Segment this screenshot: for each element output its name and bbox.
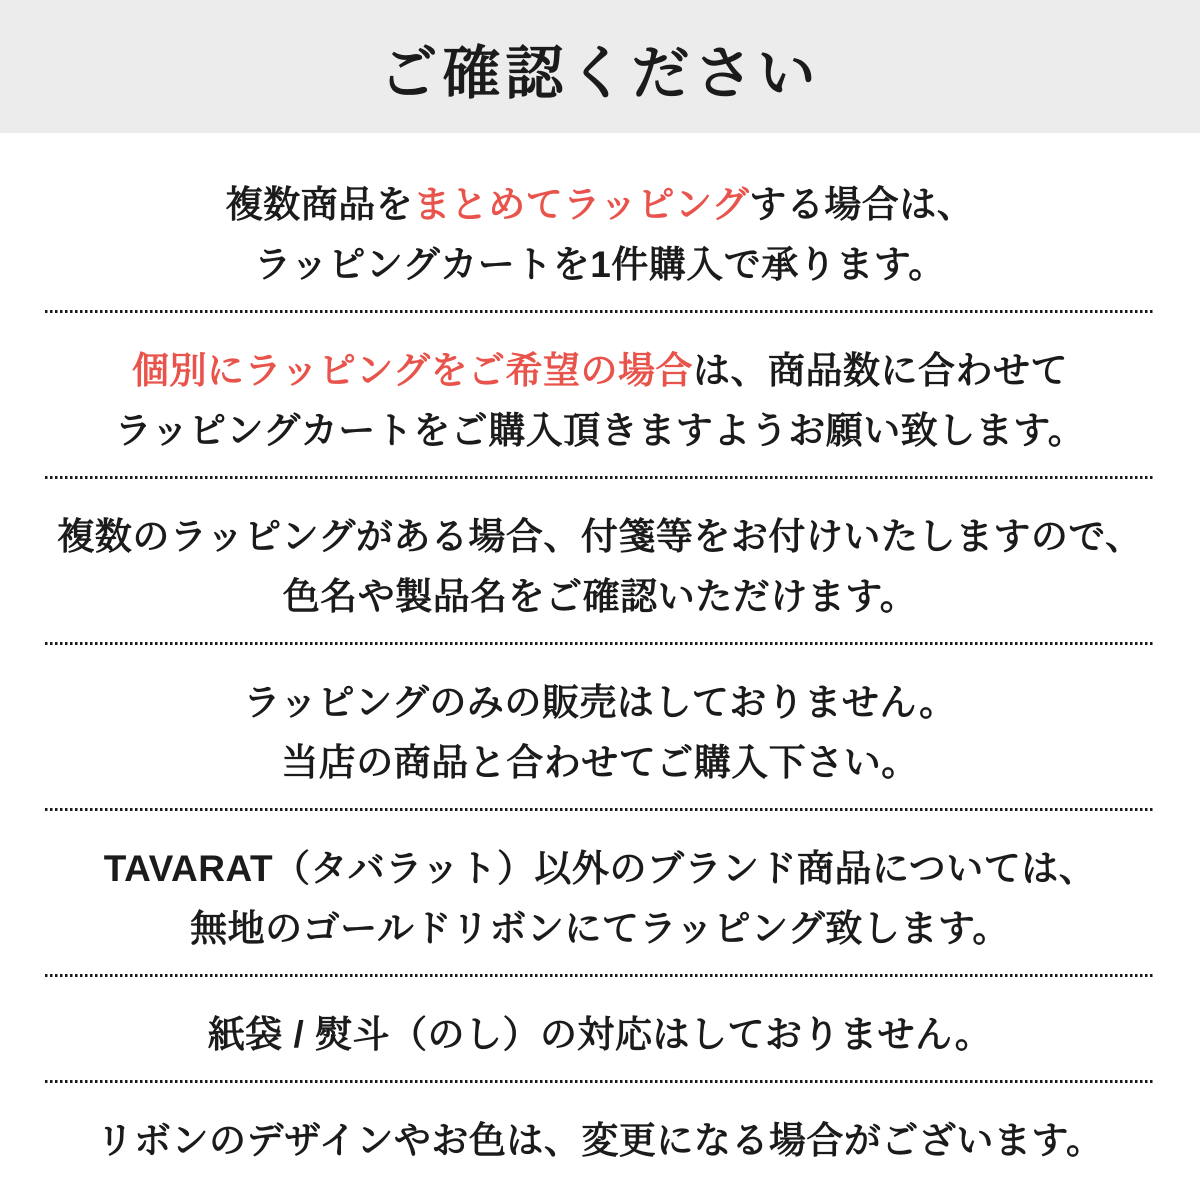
notice-list — [0, 133, 1200, 1171]
dotted-divider — [45, 1080, 1155, 1083]
notice-text: する場合は、 — [749, 184, 975, 225]
notice-line — [45, 899, 1155, 959]
notice-paragraph — [45, 839, 1155, 959]
dotted-divider — [45, 642, 1155, 645]
notice-paragraph — [45, 341, 1155, 461]
notice-text: ラッピングカートを1件購入で承ります。 — [254, 244, 946, 285]
notice-text: は、商品数に合わせて — [693, 350, 1069, 391]
dotted-divider — [45, 808, 1155, 811]
notice-line — [45, 507, 1155, 567]
notice-line — [45, 673, 1155, 733]
notice-text: 色名や製品名をご確認いただけます。 — [282, 576, 918, 617]
notice-line — [45, 401, 1155, 461]
notice-text: ラッピングカートをご購入頂きますようお願い致します。 — [114, 410, 1086, 451]
dotted-divider — [45, 974, 1155, 977]
notice-paragraph — [45, 175, 1155, 295]
notice-line — [45, 1005, 1155, 1065]
notice-text: 複数商品を — [225, 184, 414, 225]
notice-line — [45, 341, 1155, 401]
notice-text: リボンのデザインやお色は、変更になる場合がございます。 — [96, 1120, 1104, 1161]
dotted-divider — [45, 310, 1155, 313]
notice-paragraph — [45, 507, 1155, 627]
highlight-text: 個別にラッピングをご希望の場合 — [131, 350, 694, 391]
notice-text: 紙袋 / 熨斗（のし）の対応はしておりません。 — [207, 1014, 993, 1055]
highlight-text: まとめてラッピング — [413, 184, 750, 225]
notice-line — [45, 235, 1155, 295]
notice-text: 複数のラッピングがある場合、付箋等をお付けいたしますので、 — [57, 516, 1143, 557]
header-banner — [0, 0, 1200, 133]
notice-line — [45, 839, 1155, 899]
notice-line — [45, 175, 1155, 235]
notice-text: ラッピングのみの販売はしておりません。 — [243, 682, 957, 723]
page-title: ご確認ください — [379, 40, 821, 106]
notice-paragraph — [45, 1005, 1155, 1065]
notice-line — [45, 733, 1155, 793]
notice-text: 無地のゴールドリボンにてラッピング致します。 — [190, 908, 1010, 949]
notice-paragraph — [45, 673, 1155, 793]
notice-text: TAVARAT（タバラット）以外のブランド商品については、 — [103, 848, 1097, 889]
notice-text: 当店の商品と合わせてご購入下さい。 — [281, 742, 919, 783]
dotted-divider — [45, 476, 1155, 479]
notice-paragraph — [45, 1111, 1155, 1171]
notice-line — [45, 567, 1155, 627]
notice-line — [45, 1111, 1155, 1171]
